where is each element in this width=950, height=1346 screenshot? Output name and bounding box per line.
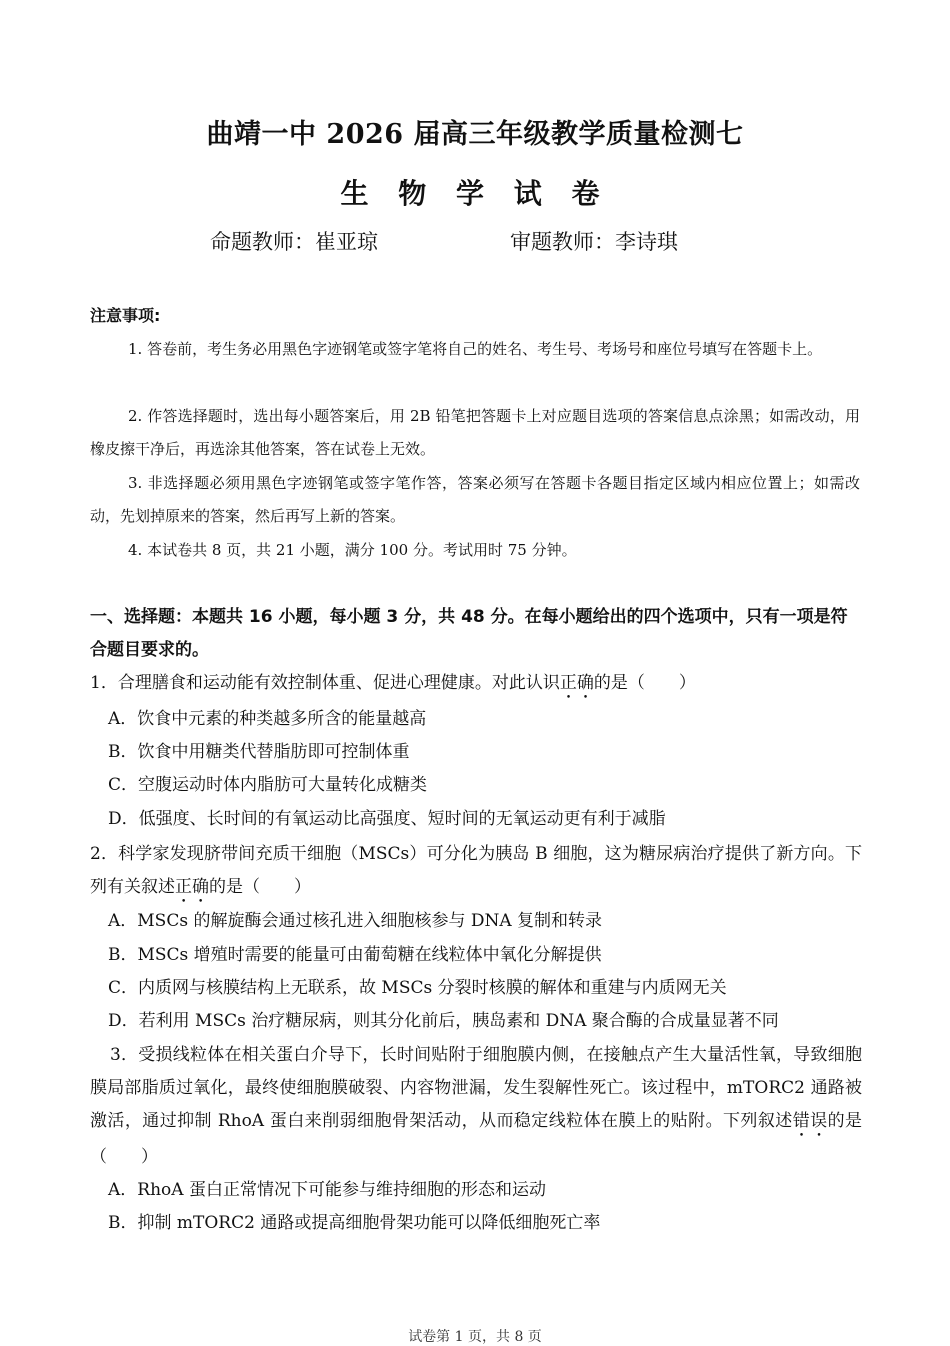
page-footer: 试卷第 1 页，共 8 页 — [408, 1329, 542, 1345]
stem-text: 2．科学家发现脐带间充质干细胞（MSCs）可分化为胰岛 B 细胞，这为糖尿病治疗提供了新方向。下列有关叙述 — [90, 844, 862, 897]
question-stem — [90, 838, 862, 907]
option-c: C．内质网与核膜结构上无联系，故 MSCs 分裂时核膜的解体和重建与内质网无关 — [108, 978, 727, 998]
question-stem — [90, 1039, 862, 1174]
reviewer-name: 审题教师：李诗琪 — [510, 230, 678, 254]
exam-title: 曲靖一中 2026 届高三年级教学质量检测七 — [206, 119, 744, 150]
stem-text-end: 的是（ ） — [209, 877, 311, 897]
stem-text: 3．受损线粒体在相关蛋白介导下，长时间贴附于细胞膜内侧，在接触点产生大量活性氧，导致细胞膜局部脂质过氧化，最终使细胞膜破裂、内容物泄漏，发生裂解性死亡。该过程中，mTORC2 通路被激活，通过抑制 RhoA 蛋白来削弱细胞骨架活动，从而稳定线粒体在膜上的贴附。下列叙述 — [90, 1045, 862, 1131]
stem-emphasis: 错误 — [792, 1111, 828, 1131]
option-d: D．若利用 MSCs 治疗糖尿病，则其分化前后，胰岛素和 DNA 聚合酶的合成量显著不同 — [108, 1011, 779, 1031]
stem-emphasis: 正确 — [559, 673, 594, 693]
option-d: D．低强度、长时间的有氧运动比高强度、短时间的无氧运动更有利于减脂 — [108, 809, 666, 829]
option-c: C．空腹运动时体内脂肪可大量转化成糖类 — [108, 775, 428, 795]
notice-item: 4. 本试卷共 8 页，共 21 小题，满分 100 分。考试用时 75 分钟。 — [128, 541, 577, 559]
option-a: A．饮食中元素的种类越多所含的能量越高 — [108, 709, 427, 729]
option-a: A．RhoA 蛋白正常情况下可能参与维持细胞的形态和运动 — [108, 1180, 546, 1200]
option-b: B．抑制 mTORC2 通路或提高细胞骨架功能可以降低细胞死亡率 — [108, 1213, 601, 1233]
notice-item: 2. 作答选择题时，选出每小题答案后，用 2B 铅笔把答题卡上对应题目选项的答案信息点涂黑；如需改动，用橡皮擦干净后，再选涂其他答案，答在试卷上无效。 — [90, 407, 860, 458]
question-stem — [90, 667, 862, 703]
section-number: 一、选择题： — [90, 607, 192, 627]
stem-text-end: 的是（ ） — [90, 1111, 863, 1167]
notice-title: 注意事项: — [90, 306, 161, 325]
section-heading — [90, 601, 862, 667]
option-a: A．MSCs 的解旋酶会通过核孔进入细胞核参与 DNA 复制和转录 — [108, 911, 603, 931]
subject-title: 生 物 学 试 卷 — [340, 177, 610, 210]
stem-text: 1．合理膳食和运动能有效控制体重、促进心理健康。对此认识 — [90, 673, 560, 693]
option-b: B．饮食中用糖类代替脂肪即可控制体重 — [108, 742, 410, 762]
stem-text-end: 的是（ ） — [593, 673, 696, 693]
setter-name: 命题教师：崔亚琼 — [210, 230, 378, 254]
notice-item: 1. 答卷前，考生务必用黑色字迹钢笔或签字笔将自己的姓名、考生号、考场号和座位号填写在答题卡上。 — [128, 340, 823, 358]
notice-item: 3. 非选择题必须用黑色字迹钢笔或签字笔作答，答案必须写在答题卡各题目指定区域内相应位置上；如需改动，先划掉原来的答案，然后再写上新的答案。 — [90, 474, 860, 525]
stem-emphasis: 正确 — [175, 877, 209, 897]
option-b: B．MSCs 增殖时需要的能量可由葡萄糖在线粒体中氧化分解提供 — [108, 945, 602, 965]
section-instructions: 本题共 16 小题，每小题 3 分，共 48 分。在每小题给出的四个选项中，只有一项是符合题目要求的。 — [90, 607, 848, 660]
